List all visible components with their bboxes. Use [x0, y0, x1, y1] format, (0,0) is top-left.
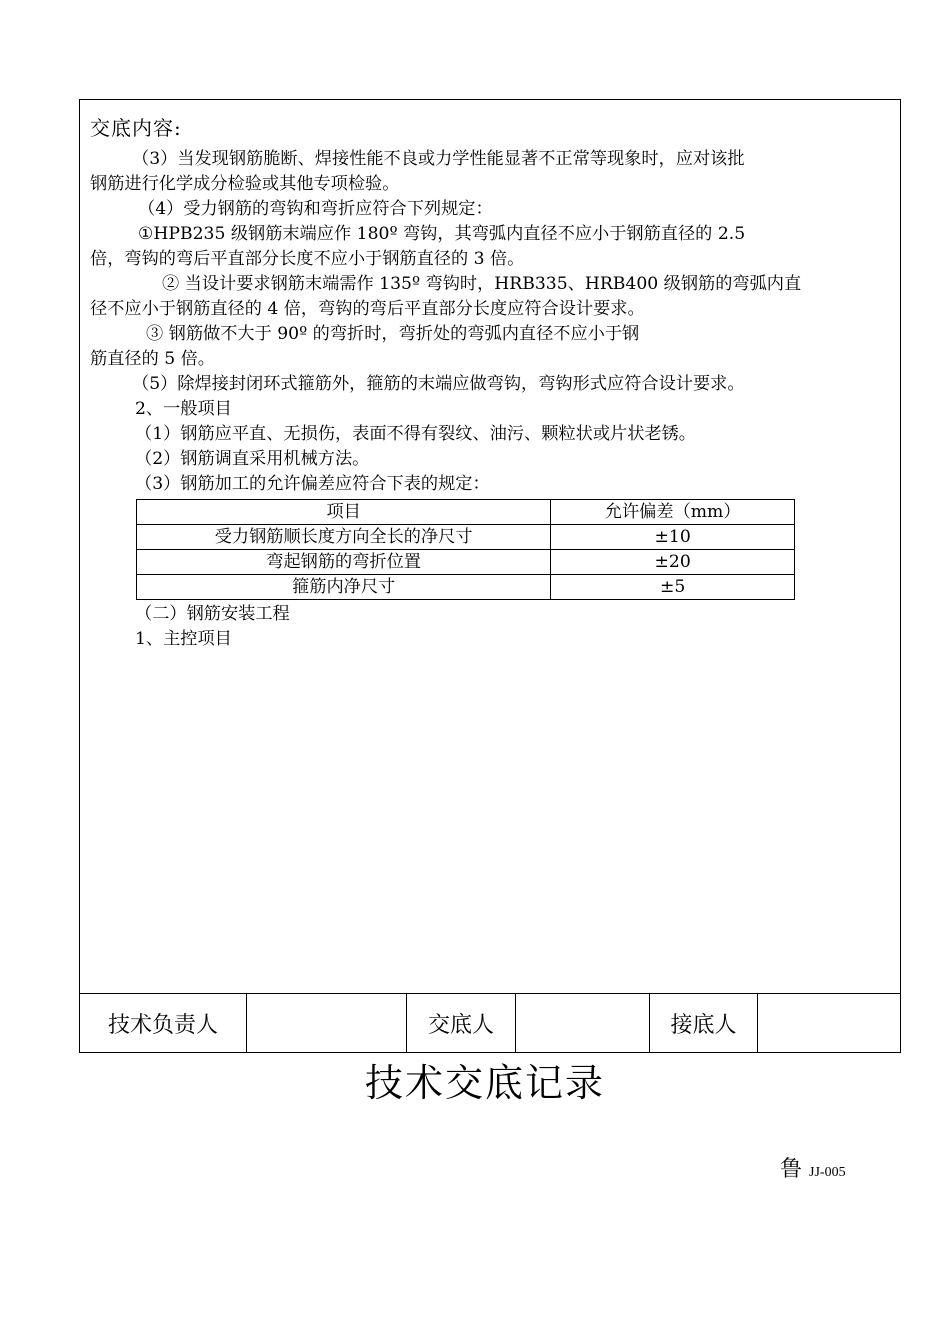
text-line: 2、一般项目 [135, 399, 232, 419]
text-line: 径不应小于钢筋直径的 4 倍，弯钩的弯后平直部分长度应符合设计要求。 [90, 299, 645, 319]
content-section [80, 100, 900, 993]
text-line: ③ 钢筋做不大于 90º 的弯折时，弯折处的弯弧内直径不应小于钢 [146, 324, 640, 344]
paragraph-block-1 [90, 147, 895, 497]
code-prefix: 鲁 [780, 1157, 803, 1182]
signature-row [80, 993, 900, 1053]
tech-lead-field[interactable] [247, 994, 407, 1053]
text-line: （4）受力钢筋的弯钩和弯折应符合下列规定： [138, 199, 493, 219]
code-number: JJ-005 [809, 1165, 846, 1180]
discloser-field[interactable] [516, 994, 650, 1053]
table-row [137, 550, 795, 575]
text-line: （1）钢筋应平直、无损伤，表面不得有裂纹、油污、颗粒状或片状老锈。 [135, 424, 696, 444]
document-title: 技术交底记录 [364, 1061, 605, 1105]
tolerance-table [136, 499, 795, 600]
receiver-label: 接底人 [650, 994, 758, 1053]
discloser-label: 交底人 [407, 994, 516, 1053]
table-row [137, 525, 795, 550]
text-line: 1、主控项目 [135, 629, 232, 649]
table-header-row [137, 500, 795, 525]
paragraph-block-2 [90, 602, 895, 652]
table-cell: ±5 [551, 575, 795, 600]
text-line: （3）钢筋加工的允许偏差应符合下表的规定： [135, 474, 490, 494]
text-line: （2）钢筋调直采用机械方法。 [135, 449, 370, 469]
table-header-cell: 项目 [137, 500, 551, 525]
receiver-field[interactable] [758, 994, 900, 1053]
table-cell: 受力钢筋顺长度方向全长的净尺寸 [137, 525, 551, 550]
table-cell: 弯起钢筋的弯折位置 [137, 550, 551, 575]
text-line: 钢筋进行化学成分检验或其他专项检验。 [90, 174, 400, 194]
text-line: 筋直径的 5 倍。 [90, 349, 215, 369]
text-line: ①HPB235 级钢筋末端应作 180º 弯钩，其弯弧内直径不应小于钢筋直径的 2.5 [138, 224, 746, 244]
text-line: ② 当设计要求钢筋末端需作 135º 弯钩时，HRB335、HRB400 级钢筋的弯弧内直 [162, 274, 802, 294]
text-line: （3）当发现钢筋脆断、焊接性能不良或力学性能显著不正常等现象时，应对该批 [132, 149, 745, 169]
text-line: 倍，弯钩的弯后平直部分长度不应小于钢筋直径的 3 倍。 [90, 249, 525, 269]
table-cell: ±20 [551, 550, 795, 575]
table-row [137, 575, 795, 600]
document-code [780, 1152, 846, 1183]
table-header-cell: 允许偏差（mm） [551, 500, 795, 525]
text-line: （5）除焊接封闭环式箍筋外，箍筋的末端应做弯钩，弯钩形式应符合设计要求。 [132, 374, 745, 394]
disclosure-form [79, 99, 901, 1053]
content-heading: 交底内容: [90, 116, 182, 140]
tech-lead-label: 技术负责人 [80, 994, 247, 1053]
table-cell: 箍筋内净尺寸 [137, 575, 551, 600]
table-cell: ±10 [551, 525, 795, 550]
text-line: （二）钢筋安装工程 [135, 604, 290, 624]
